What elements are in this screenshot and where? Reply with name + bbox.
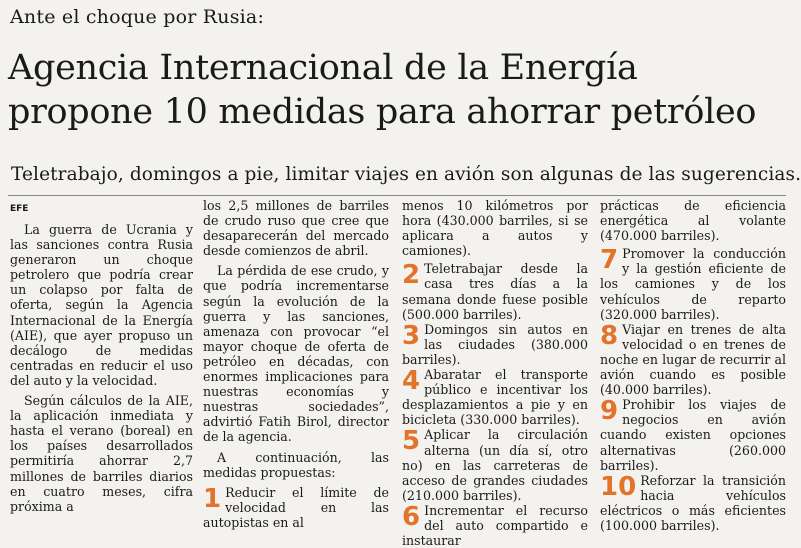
measure-text: Reducir el límite de velocidad en las autopistas en al bbox=[203, 484, 389, 530]
measure-item bbox=[402, 503, 588, 548]
divider bbox=[8, 195, 786, 196]
paragraph: La pérdida de ese crudo, y que podría incrementarse según la evolución de la guerra y las sanciones, amenaza con provocar “el mayor choque de oferta de petróleo en décadas, con enormes implicaciones para nuestras economías y nuestras sociedades”, advirtió Fatih Birol, director de la agencia. bbox=[203, 263, 389, 445]
headline-line-1: Agencia Internacional de la Energía bbox=[8, 48, 638, 88]
measure-text: Domingos sin autos en las ciudades (380.000 barriles). bbox=[402, 321, 588, 367]
kicker: Ante el choque por Rusia: bbox=[10, 6, 265, 28]
measure-item bbox=[600, 397, 786, 472]
measure-item bbox=[600, 246, 786, 321]
measure-text: Teletrabajar desde la casa tres días a la semana donde fuese posible (500.000 barriles). bbox=[402, 261, 588, 322]
measure-item bbox=[402, 261, 588, 321]
measure-number: 4 bbox=[402, 366, 421, 397]
paragraph: prácticas de eficiencia energética al volante (470.000 barriles). bbox=[600, 198, 786, 244]
measure-item bbox=[600, 322, 786, 397]
paragraph: Según cálculos de la AIE, la aplicación inmediata y hasta el verano (boreal) en los países desarrollados permitiría ahorrar 2,7 millones de barriles diarios en cuatro meses, cifra próxima a bbox=[10, 393, 193, 514]
column-1 bbox=[10, 222, 193, 514]
measure-number: 2 bbox=[402, 260, 421, 291]
measure-number: 6 bbox=[402, 501, 421, 532]
column-4 bbox=[600, 198, 786, 533]
measure-item bbox=[203, 485, 389, 530]
measure-text: Incrementar el recurso del auto compartido e instaurar bbox=[402, 502, 588, 548]
measure-number: 8 bbox=[600, 320, 619, 351]
measure-item bbox=[402, 367, 588, 427]
subhead: Teletrabajo, domingos a pie, limitar viajes en avión son algunas de las sugerencias. bbox=[11, 164, 801, 185]
headline-line-2: propone 10 medidas para ahorrar petróleo bbox=[8, 92, 757, 132]
measure-text: Viajar en trenes de alta velocidad o en trenes de noche en lugar de recurrir al avión cuando es posible (40.000 barriles). bbox=[600, 321, 786, 398]
paragraph: A continuación, las medidas propuestas: bbox=[203, 449, 389, 480]
measure-text: Prohibir los viajes de negocios en avión cuando existen opciones alternativas (260.000 barriles). bbox=[600, 397, 786, 473]
column-2 bbox=[203, 198, 389, 530]
measure-item bbox=[402, 427, 588, 502]
headline bbox=[8, 46, 788, 134]
paragraph: La guerra de Ucrania y las sanciones contra Rusia generaron un choque petrolero que podría crear un colapso por falta de oferta, según la Agencia Internacional de la Energía (AIE), que ayer propuso un decálogo de medidas centradas en reducir el uso del auto y la velocidad. bbox=[10, 222, 193, 388]
measure-text: Aplicar la circulación alterna (un día sí, otro no) en las carreteras de acceso de grandes ciudades (210.000 barriles). bbox=[402, 427, 588, 503]
measure-number: 10 bbox=[600, 471, 637, 502]
measure-number: 3 bbox=[402, 320, 421, 351]
measure-number: 9 bbox=[600, 396, 619, 427]
measure-number: 5 bbox=[402, 426, 421, 457]
measure-text: Promover la conducción y la gestión eficiente de los camiones y de los vehículos de reparto (320.000 barriles). bbox=[600, 246, 786, 322]
measure-number: 1 bbox=[203, 483, 222, 514]
paragraph: menos 10 kilómetros por hora (430.000 barriles, si se aplicara a autos y camiones). bbox=[402, 198, 588, 259]
measure-item bbox=[600, 473, 786, 533]
measure-text: Abaratar el transporte público e incentivar los desplazamientos a pie y en bicicleta (330.000 barriles). bbox=[402, 367, 588, 428]
measure-number: 7 bbox=[600, 245, 619, 276]
byline: EFE bbox=[10, 204, 29, 214]
paragraph: los 2,5 millones de barriles de crudo ruso que cree que desaparecerán del mercado desde comienzos de abril. bbox=[203, 198, 389, 259]
measure-item bbox=[402, 322, 588, 367]
column-3 bbox=[402, 198, 588, 548]
measure-text: Reforzar la transición hacia vehículos eléctricos o más eficientes (100.000 barriles). bbox=[600, 472, 786, 533]
